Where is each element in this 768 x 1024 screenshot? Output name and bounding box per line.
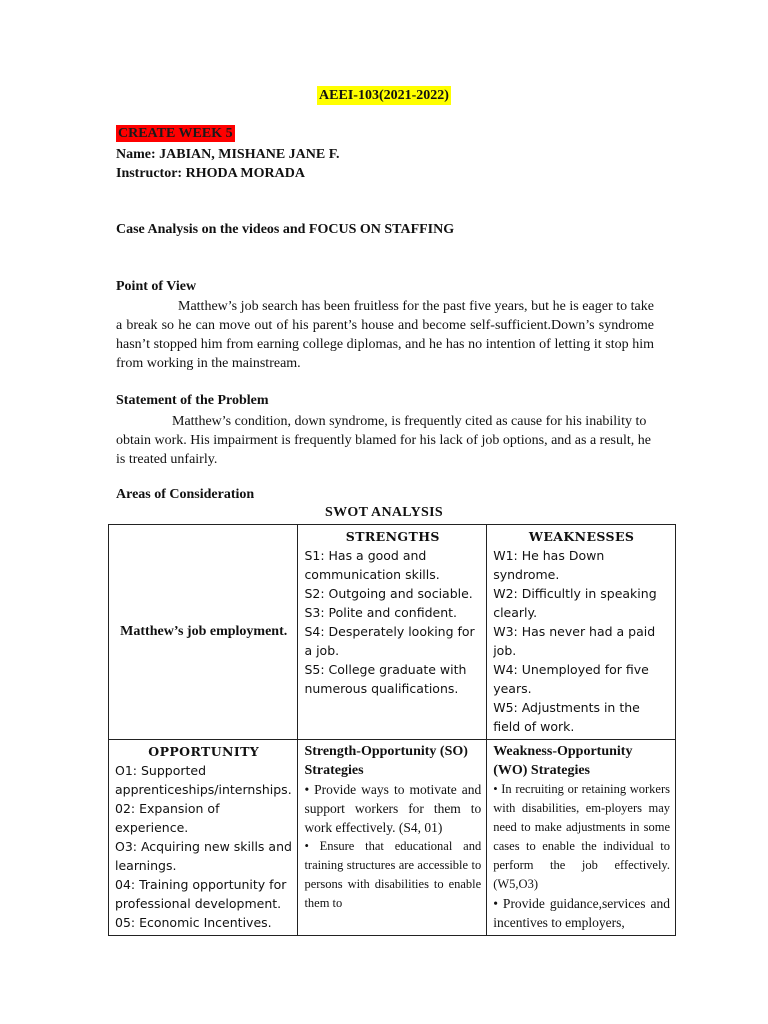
opportunity-cell	[109, 740, 298, 936]
instructor-name: Instructor: RHODA MORADA	[116, 166, 305, 181]
areas-heading: Areas of Consideration	[116, 487, 255, 502]
strengths-header: STRENGTHS	[345, 529, 440, 544]
week-title	[116, 126, 235, 142]
weakness-item: W5: Adjustments in the field of work.	[493, 700, 640, 734]
case-title: Case Analysis on the videos and FOCUS ON STAFFING	[116, 222, 455, 237]
strengths-cell	[298, 525, 487, 740]
course-code	[0, 88, 768, 104]
problem-body: Matthew’s condition, down syndrome, is frequently cited as cause for his inability to obtain work. His impairment is frequently blamed for his lack of job options, and as a result, he is treated unfairly.	[116, 414, 651, 467]
strength-item: S5: College graduate with numerous qualifications.	[304, 662, 467, 696]
so-strategy-item: • Provide ways to motivate and support workers for them to work effectively. (S4, 01)	[304, 782, 482, 835]
swot-subject-text: Matthew’s job employment.	[120, 624, 288, 639]
student-name: Name: JABIAN, MISHANE JANE F.	[116, 147, 340, 162]
strength-item: S2: Outgoing and sociable.	[304, 586, 473, 601]
opportunity-header: OPPORTUNITY	[148, 744, 260, 759]
so-strategies-cell	[298, 740, 487, 936]
weakness-item: W2: Difficultly in speaking clearly.	[493, 586, 657, 620]
wo-strategies-title: Weakness-Opportunity (WO) Strategies	[493, 744, 633, 778]
so-strategy-item: • Ensure that educational and training structures are accessible to persons with disabilities to enable them to	[304, 839, 482, 910]
opportunity-item: O1: Supported apprenticeships/internships.	[115, 763, 292, 797]
point-of-view-heading: Point of View	[116, 279, 197, 294]
opportunity-item: 05: Economic Incentives.	[115, 915, 272, 930]
swot-title: SWOT ANALYSIS	[325, 505, 443, 520]
weakness-item: W3: Has never had a paid job.	[493, 624, 656, 658]
strength-item: S3: Polite and confident.	[304, 605, 457, 620]
wo-strategy-item: • In recruiting or retaining workers with disabilities, em-ployers may need to make adjustments in some cases to enable the individual to perform the job effectively. (W5,O3)	[493, 782, 670, 891]
swot-subject	[109, 525, 298, 740]
strength-item: S4: Desperately looking for a job.	[304, 624, 475, 658]
problem-heading: Statement of the Problem	[116, 393, 269, 408]
weakness-item: W4: Unemployed for five years.	[493, 662, 649, 696]
weaknesses-header: WEAKNESSES	[528, 529, 635, 544]
swot-row-opportunity	[109, 740, 676, 936]
wo-strategy-item: • Provide guidance,services and incentives to employers,	[493, 896, 670, 930]
opportunity-item: 04: Training opportunity for professional development.	[115, 877, 287, 911]
course-code-highlight: AEEI-103(2021-2022)	[319, 88, 449, 103]
point-of-view-body: Matthew’s job search has been fruitless for the past five years, but he is eager to take a break so he can move out of his parent’s house and become self-sufficient.Down’s syndrome hasn’t stopped him from earning college diplomas, and he has no intention of letting it stop him from working in the mainstream.	[116, 299, 654, 371]
so-strategies-title: Strength-Opportunity (SO) Strategies	[304, 744, 468, 778]
swot-table	[108, 524, 676, 936]
strength-item: S1: Has a good and communication skills.	[304, 548, 440, 582]
opportunity-item: O3: Acquiring new skills and learnings.	[115, 839, 292, 873]
week-title-highlight: CREATE WEEK 5	[118, 126, 233, 141]
wo-strategies-cell	[487, 740, 676, 936]
swot-row-top	[109, 525, 676, 740]
opportunity-item: 02: Expansion of experience.	[115, 801, 220, 835]
weakness-item: W1: He has Down syndrome.	[493, 548, 605, 582]
weaknesses-cell	[487, 525, 676, 740]
